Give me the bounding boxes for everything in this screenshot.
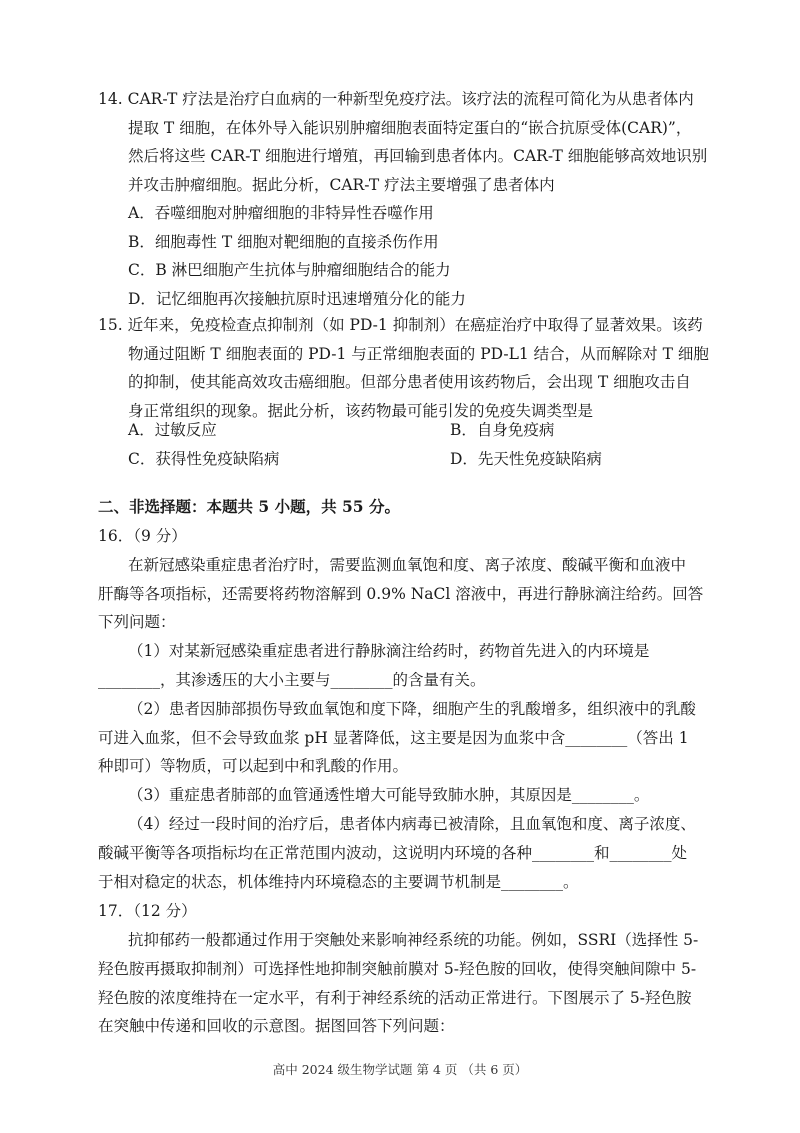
question-number: 14. — [98, 90, 123, 108]
question-text-line: 的抑制，使其能高效攻击癌细胞。但部分患者使用该药物后，会出现 T 细胞攻击自 — [128, 373, 691, 391]
page-footer: 高中 2024 级生物学试题 第 4 页 （共 6 页） — [272, 1062, 528, 1077]
subquestion-3: （3）重症患者肺部的血管通透性增大可能导致肺水肿，其原因是________。 — [128, 786, 650, 804]
question-text-line: 在新冠感染重症患者治疗时，需要监测血氧饱和度、离子浓度、酸碱平衡和血液中 — [128, 556, 687, 574]
option-d: D．先天性免疫缺陷病 — [450, 450, 602, 468]
question-14 — [98, 85, 718, 313]
question-text-line: 下列问题： — [98, 613, 176, 631]
subquestion-4: （4）经过一段时间的治疗后，患者体内病毒已被清除，且血氧饱和度、离子浓度、 — [128, 815, 696, 833]
question-text-line: 并攻击肿瘤细胞。据此分析，CAR-T 疗法主要增强了患者体内 — [128, 175, 555, 194]
option-a: A．吞噬细胞对肿瘤细胞的非特异性吞噬作用 — [128, 204, 434, 222]
question-text-line: 羟色胺的浓度维持在一定水平，有利于神经系统的活动正常进行。下图展示了 5-羟色胺 — [98, 989, 692, 1007]
question-text-line: 羟色胺再摄取抑制剂）可选择性地抑制突触前膜对 5-羟色胺的回收，使得突触间隙中 5- — [98, 960, 697, 978]
question-text-line: 在突触中传递和回收的示意图。据图回答下列问题： — [98, 1017, 455, 1035]
question-number: 15. — [98, 316, 123, 334]
question-text-line: 抗抑郁药一般都通过作用于突触处来影响神经系统的功能。例如，SSRI（选择性 5- — [128, 931, 699, 949]
subquestion-2-cont: 种即可）等物质，可以起到中和乳酸的作用。 — [98, 757, 409, 775]
question-17-header: 17．（12 分） — [98, 902, 197, 920]
subquestion-2-cont: 可进入血浆，但不会导致血浆 pH 显著降低，这主要是因为血浆中含________（答出 1 — [98, 729, 689, 747]
subquestion-2: （2）患者因肺部损伤导致血氧饱和度下降，细胞产生的乳酸增多，组织液中的乳酸 — [128, 700, 696, 718]
option-c: C．B 淋巴细胞产生抗体与肿瘤细胞结合的能力 — [128, 261, 451, 279]
question-16-header: 16．（9 分） — [98, 527, 187, 545]
section-heading: 二、非选择题：本题共 5 小题，共 55 分。 — [98, 497, 400, 516]
question-text-line: 近年来，免疫检查点抑制剂（如 PD-1 抑制剂）在癌症治疗中取得了显著效果。该药 — [127, 316, 703, 334]
question-text-line: 提取 T 细胞，在体外导入能识别肿瘤细胞表面特定蛋白的“嵌合抗原受体(CAR)”， — [128, 118, 692, 137]
option-b: B．细胞毒性 T 细胞对靶细胞的直接杀伤作用 — [128, 232, 439, 251]
option-c: C．获得性免疫缺陷病 — [128, 450, 280, 468]
question-15 — [98, 311, 718, 425]
option-a: A．过敏反应 — [128, 421, 217, 439]
question-text-line: 身正常组织的现象。据此分析，该药物最可能引发的免疫失调类型是 — [128, 401, 594, 420]
subquestion-1-cont: ________，其渗透压的大小主要与________的含量有关。 — [98, 671, 486, 689]
question-text-line: CAR-T 疗法是治疗白血病的一种新型免疫疗法。该疗法的流程可简化为从患者体内 — [127, 90, 694, 108]
subquestion-4-cont: 酸碱平衡等各项指标均在正常范围内波动，这说明内环境的各种________和________处 — [98, 844, 688, 862]
option-b: B．自身免疫病 — [450, 421, 555, 439]
question-text-line: 肝酶等各项指标，还需要将药物溶解到 0.9% NaCl 溶液中，再进行静脉滴注给药。回答 — [98, 585, 704, 603]
option-d: D．记忆细胞再次接触抗原时迅速增殖分化的能力 — [128, 289, 466, 308]
subquestion-4-cont: 于相对稳定的状态，机体维持内环境稳态的主要调节机制是________。 — [98, 873, 579, 891]
subquestion-1: （1）对某新冠感染重症患者进行静脉滴注给药时，药物首先进入的内环境是 — [128, 642, 650, 660]
question-text-line: 物通过阻断 T 细胞表面的 PD-1 与正常细胞表面的 PD-L1 结合，从而解除对 T 细胞 — [128, 344, 709, 363]
question-text-line: 然后将这些 CAR-T 细胞进行增殖，再回输到患者体内。CAR-T 细胞能够高效地识别 — [128, 147, 708, 165]
